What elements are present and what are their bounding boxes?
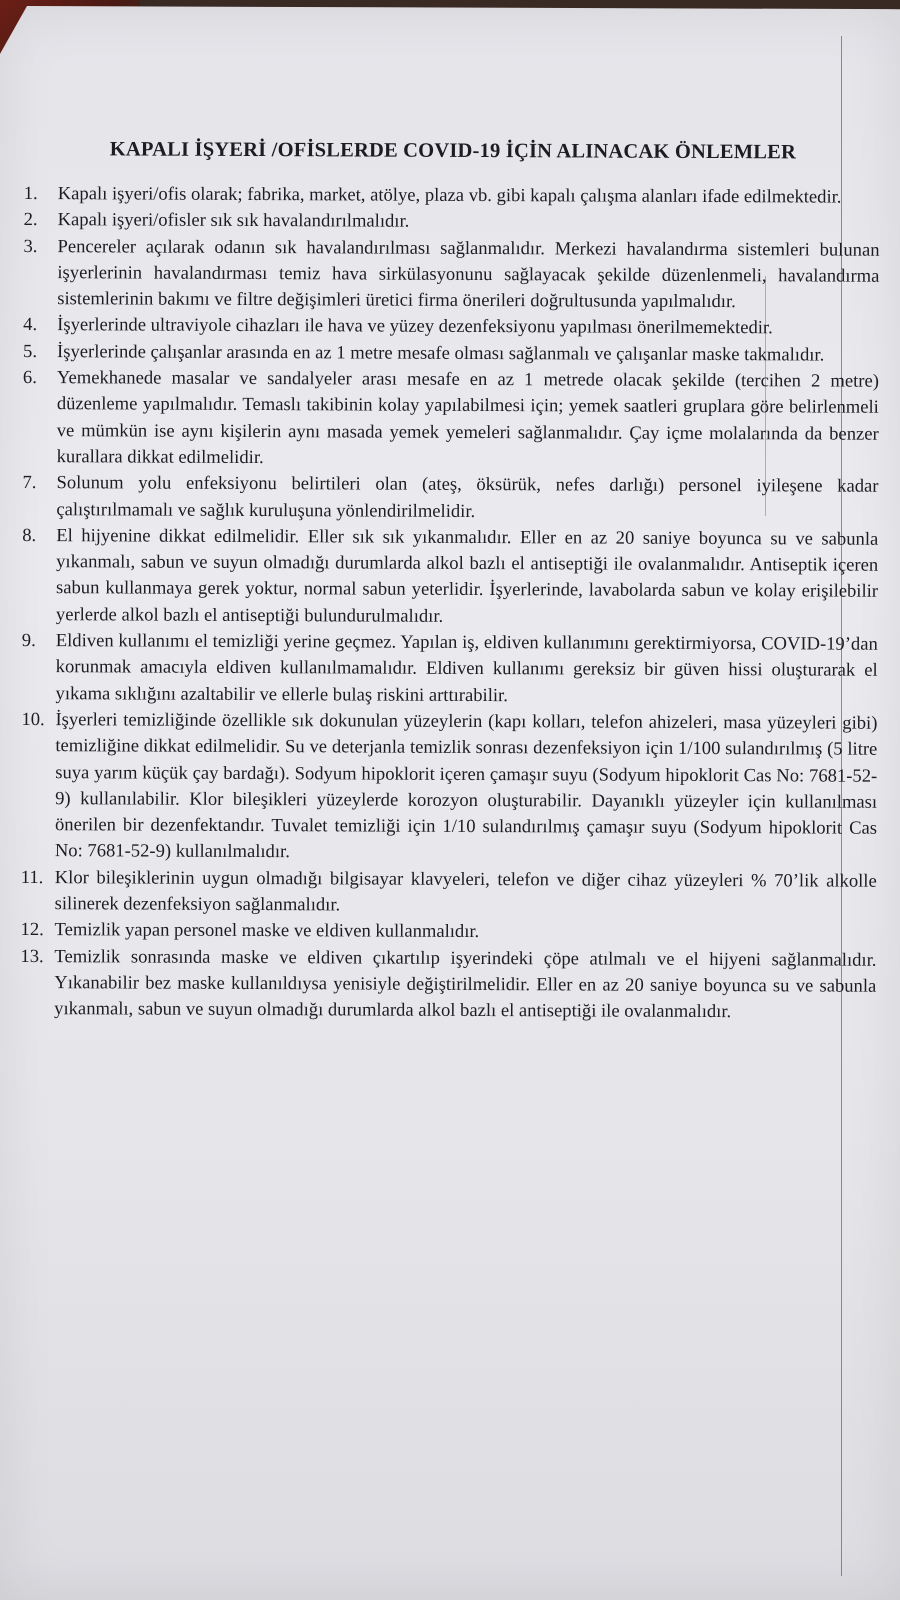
item-number: 1. — [23, 183, 38, 205]
item-number: 9. — [21, 630, 36, 652]
item-text: Kapalı işyeri/ofis olarak; fabrika, market, atölye, plaza vb. gibi kapalı çalışma alanları ifade edilmektedir. — [57, 183, 842, 208]
list-item — [20, 181, 880, 211]
list-item — [16, 917, 876, 947]
list-item — [19, 234, 879, 317]
list-item — [18, 470, 878, 526]
item-number: 2. — [23, 209, 38, 231]
item-number: 10. — [21, 708, 45, 731]
item-text: Kapalı işyeri/ofisler sık sık havalandırılmalıdır. — [57, 209, 410, 232]
item-number: 11. — [20, 866, 44, 888]
item-text: İşyerleri temizliğinde özellikle sık dokunulan yüzeylerin (kapı kolları, telefon ahizeleri, masa yüzeyleri gibi) temizliğine dikkat edilmelidir. Su ve deterjanla temizlik sonrası dezenfeksiyon için 1/100 sulandırılmış (5 litre suya yarım küçük çay bardağı). Sodyum hipoklorit içeren çamaşır suyu (Sodyum hipoklorit Cas No: 7681-52-9) kullanılabilir. Klor bileşikleri yüzeylerde korozyon oluşturabilir. Dayanıklı yüzeyler için kullanılması önerilen bir dezenfektandır. Tuvalet temizliği için 1/10 sulandırılmış çamaşır suyu (Sodyum hipoklorit Cas No: 7681-52-9) kullanılmalıdır. — [54, 709, 878, 863]
item-text: Klor bileşiklerinin uygun olmadığı bilgisayar klavyeleri, telefon ve diğer cihaz yüzeyleri % 70’lik alkolle silinerek dezenfeksiyon sağlanmalıdır. — [54, 866, 877, 916]
item-number: 13. — [20, 945, 44, 967]
list-item — [19, 312, 879, 342]
item-number: 3. — [23, 235, 38, 257]
item-text: El hijyenine dikkat edilmelidir. Eller sık sık yıkanmalıdır. Eller en az 20 saniye boyunca su ve sabunla yıkanmalı, sabun ve suyun olmadığı durumlarda alkol bazlı el antiseptiği ile ovalanmalıdır. Antiseptik içeren sabun kullanmaya gerek yoktur, normal sabun yeterlidir. İşyerlerinde, lavabolarda sabun ve kolay erişilebilir yerlerde alkol bazlı el antiseptiği bulundurulmalıdır. — [55, 525, 879, 627]
item-text: Temizlik sonrasında maske ve eldiven çıkartılıp işyerindeki çöpe atılmalı ve el hijyeni sağlanmalıdır. Yıkanabilir bez maske kullanıldıysa yenisiyle değiştirilmelidir. Eller en az 20 saniye boyunca su ve sabunla yıkanmalı, sabun ve suyun olmadığı durumlarda alkol bazlı el antiseptiği ile ovalanmalıdır. — [54, 945, 877, 1023]
item-text: İşyerlerinde ultraviyole cihazları ile hava ve yüzey dezenfeksiyonu yapılması önerilmemektedir. — [57, 314, 773, 339]
item-text: İşyerlerinde çalışanlar arasında en az 1 metre mesafe olması sağlanmalı ve çalışanlar maske takmalıdır. — [57, 340, 825, 366]
list-item — [17, 865, 877, 921]
item-text: Pencereler açılarak odanın sık havalandırılması sağlanmalıdır. Merkezi havalandırma sistemleri bulunan işyerlerinin havalandırması temiz hava sirkülasyonunu sağlayacak şekilde düzenlenmeli, havalandırma sistemlerinin bakımı ve filtre değişimleri üretici firma önerileri doğrultusunda yapılmalıdır. — [57, 235, 880, 313]
document-title: KAPALI İŞYERİ /OFİSLERDE COVID-19 İÇİN ALINACAK ÖNLEMLER — [109, 138, 797, 164]
list-item — [16, 944, 876, 1027]
item-text: Temizlik yapan personel maske ve eldiven kullanmalıdır. — [54, 919, 480, 943]
item-text: Solunum yolu enfeksiyonu belirtileri olan (ateş, öksürük, nefes darlığı) personel iyileşene kadar çalıştırılmamalı ve sağlık kuruluşuna yönlendirilmelidir. — [56, 472, 879, 522]
list-item — [19, 339, 879, 369]
item-number: 12. — [20, 919, 44, 941]
item-number: 4. — [23, 314, 38, 336]
item-number: 7. — [22, 472, 37, 494]
item-number: 6. — [22, 367, 37, 389]
document-body — [16, 138, 880, 1026]
item-text: Yemekhanede masalar ve sandalyeler arası mesafe en az 1 metrede olacak şekilde (tercihen 2 metre) düzenleme yapılmalıdır. Temaslı takibinin kolay yapılabilmesi için; yemek saatleri gruplara göre belirlenmeli ve mümkün ise aynı kişilerin aynı masada yemek yemeleri sağlanmalıdır. Çay içme molalarında da benzer kurallara dikkat edilmelidir. — [56, 367, 879, 469]
measures-list — [16, 181, 880, 1026]
item-number: 5. — [23, 340, 38, 362]
list-item — [18, 628, 878, 711]
item-number: 8. — [22, 524, 37, 546]
list-item — [18, 523, 878, 632]
list-item — [17, 707, 878, 869]
list-item — [20, 207, 880, 237]
item-text: Eldiven kullanımı el temizliği yerine geçmez. Yapılan iş, eldiven kullanımını gerektirmiyorsa, COVID-19’dan korunmak amacıyla eldiven kullanılmamalıdır. Eldiven kullanımı gereksiz bir güven hissi oluşturarak el yıkama sıklığını azaltabilir ve ellerle bulaş riskini arttırabilir. — [55, 630, 878, 706]
list-item — [19, 365, 879, 474]
